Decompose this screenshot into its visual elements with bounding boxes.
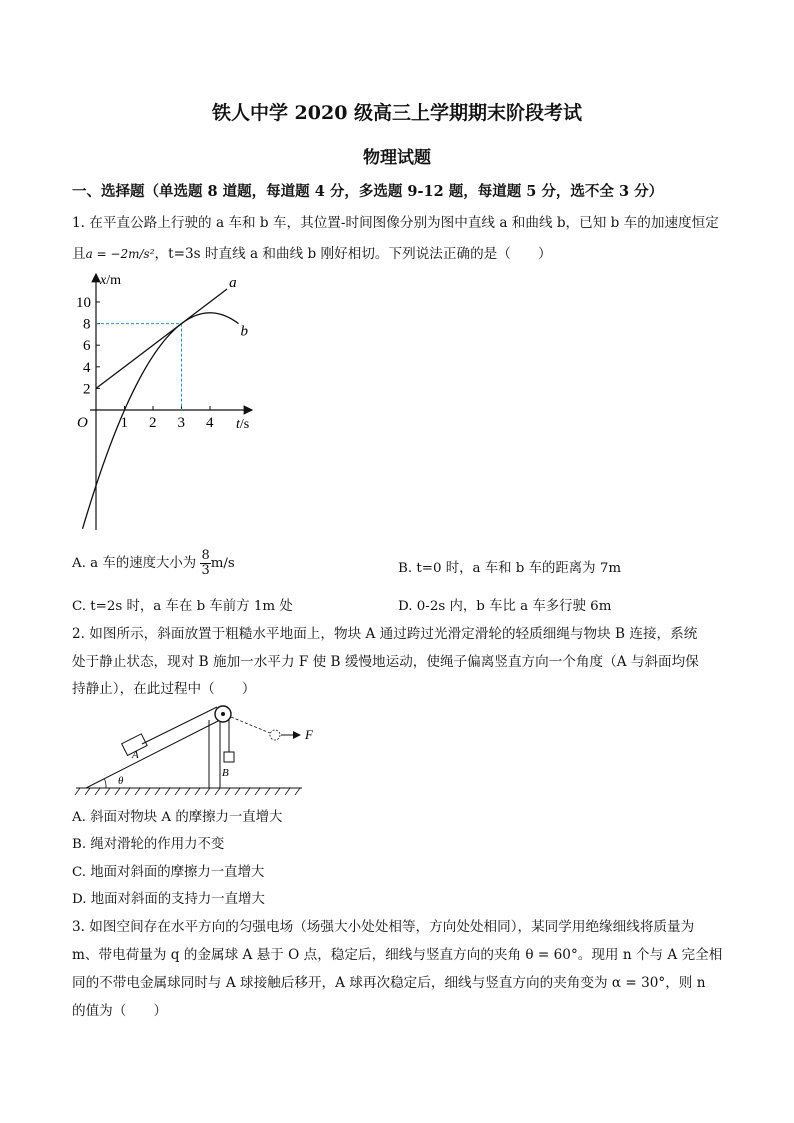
rope-b-deflected xyxy=(231,717,270,733)
q3-line3: 同的不带电金属球同时与 A 球接触后移开，A 球再次稳定后，细线与竖直方向的夹角变为 α = 30°，则 n xyxy=(72,975,706,991)
q2-line1: 2. 如图所示，斜面放置于粗糙水平地面上，物块 A 通过跨过光滑定滑轮的轻质细绳与物块 B 连接，系统 xyxy=(72,626,698,642)
q3-line4: 的值为（ ） xyxy=(72,1003,168,1019)
theta-arc xyxy=(105,779,107,788)
x-tick-label: 4 xyxy=(206,415,214,431)
q1-option-c[interactable]: C. t=2s 时，a 车在 b 车前方 1m 处 xyxy=(72,599,293,614)
series-b-curve xyxy=(83,313,239,529)
q1-line1: 1. 在平直公路上行驶的 a 车和 b 车，其位置-时间图像分别为图中直线 a 和曲线 b，已知 b 车的加速度恒定 xyxy=(72,215,719,231)
q1-position-time-chart xyxy=(72,268,262,534)
pulley-axle xyxy=(221,712,225,716)
page-subtitle: 物理试题 xyxy=(363,148,431,168)
q1-option-a-fraction xyxy=(200,549,210,578)
q2-option-b[interactable]: B. 绳对滑轮的作用力不变 xyxy=(72,837,225,852)
x-tick-label: 3 xyxy=(177,415,185,431)
q1-option-d[interactable]: D. 0-2s 内，b 车比 a 车多行驶 6m xyxy=(398,599,612,614)
q1-option-a-prefix: A. a 车的速度大小为 xyxy=(72,556,197,571)
block-b-displaced xyxy=(270,730,280,740)
q2-line3: 持静止），在此过程中（ ） xyxy=(72,681,256,697)
rope-a xyxy=(142,707,217,744)
y-tick-label: 6 xyxy=(83,338,91,355)
q2-incline-pulley-figure xyxy=(72,700,332,798)
q2-line2: 处于静止状态，现对 B 施加一水平力 F 使 B 缓慢地运动，使绳子偏离竖直方向一个角度（A 与斜面均保 xyxy=(72,654,699,670)
ground-hatching xyxy=(75,788,300,795)
block-b-label: B xyxy=(222,767,229,779)
q1-accel-eq: a = −2m/s² xyxy=(85,247,155,261)
q3-line1: 3. 如图空间存在水平方向的匀强电场（场强大小处处相等，方向处处相同），某同学用绝缘细线将质量为 xyxy=(72,919,695,935)
q1-option-a[interactable] xyxy=(72,549,235,578)
q2-option-d[interactable]: D. 地面对斜面的支持力一直增大 xyxy=(72,892,265,907)
theta-label: θ xyxy=(118,775,124,787)
q1-option-b[interactable]: B. t=0 时，a 车和 b 车的距离为 7m xyxy=(398,561,622,576)
q1-line2 xyxy=(72,242,552,262)
series-a-line xyxy=(96,289,227,388)
q1-line2-prefix: 且 xyxy=(72,246,86,262)
series-a-label: a xyxy=(229,275,237,292)
force-f-label: F xyxy=(305,727,313,742)
y-tick-label: 10 xyxy=(76,295,91,311)
section-heading: 一、选择题（单选题 8 道题，每道题 4 分，多选题 9-12 题，每道题 5 分，选不全 3 分） xyxy=(72,183,664,200)
page-title: 铁人中学 2020 级高三上学期期末阶段考试 xyxy=(211,102,583,124)
q1-line2-suffix: ，t=3s 时直线 a 和曲线 b 刚好相切。下列说法正确的是（ ） xyxy=(154,246,552,262)
y-tick-label: 8 xyxy=(83,316,91,333)
block-b xyxy=(224,752,234,762)
y-tick-label: 2 xyxy=(83,381,91,398)
q2-option-a[interactable]: A. 斜面对物块 A 的摩擦力一直增大 xyxy=(72,810,283,825)
q3-line2: m、带电荷量为 q 的金属球 A 悬于 O 点，稳定后，细线与竖直方向的夹角 θ = 60°。现用 n 个与 A 完全相 xyxy=(72,947,723,963)
q1-option-a-unit: m/s xyxy=(210,556,235,571)
y-tick-label: 4 xyxy=(83,359,91,376)
origin-label: O xyxy=(77,415,88,431)
incline-wedge xyxy=(86,720,220,788)
x-tick-label: 1 xyxy=(120,415,128,431)
x-axis-label: t/s xyxy=(236,417,250,432)
block-a-label: A xyxy=(132,749,139,761)
fraction-numerator: 8 xyxy=(201,548,210,563)
q2-option-c[interactable]: C. 地面对斜面的摩擦力一直增大 xyxy=(72,865,265,880)
series-b-label: b xyxy=(240,323,248,340)
y-axis-label: x/m xyxy=(100,273,121,288)
x-tick-label: 2 xyxy=(149,415,157,431)
fraction-denominator: 3 xyxy=(201,563,210,578)
